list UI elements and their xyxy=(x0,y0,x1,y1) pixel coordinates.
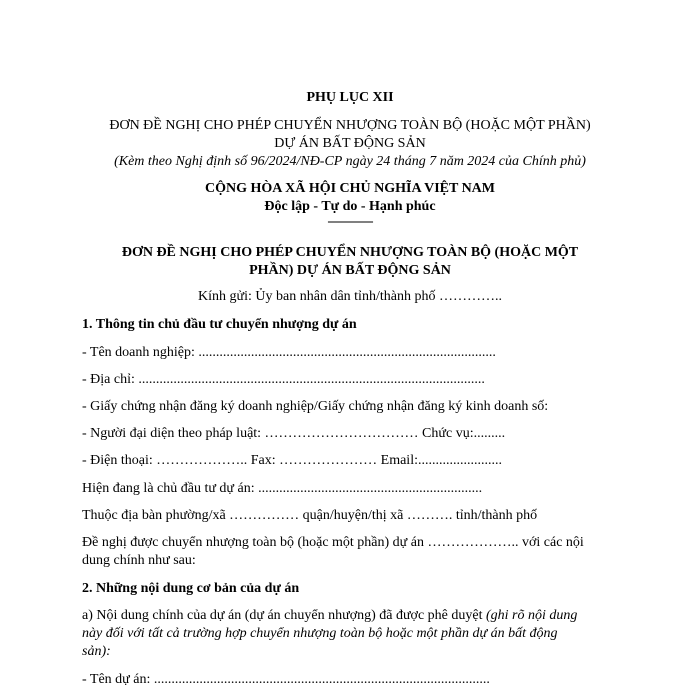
company-name-field: - Tên doanh nghiệp: ..................................................................................... xyxy=(82,345,496,360)
form-title-line-2: DỰ ÁN BẤT ĐỘNG SẢN xyxy=(274,136,426,151)
heading-line-2: PHẦN) DỰ ÁN BẤT ĐỘNG SẢN xyxy=(249,263,451,278)
addressee: Kính gửi: Ủy ban nhân dân tỉnh/thành phố ………….. xyxy=(198,289,502,304)
section-1-title: 1. Thông tin chủ đầu tư chuyển nhượng dự án xyxy=(82,317,357,332)
contact-field: - Điện thoại: ……………….. Fax: ………………… Email:........................ xyxy=(82,453,502,468)
form-title-line-1: ĐƠN ĐỀ NGHỊ CHO PHÉP CHUYỂN NHƯỢNG TOÀN BỘ (HOẶC MỘT PHẦN) xyxy=(109,118,591,133)
item-a-line-2: này đối với tất cả trường hợp chuyển nhượng toàn bộ hoặc một phần dự án bất động xyxy=(82,626,558,641)
item-a-line-3: sản): xyxy=(82,644,111,659)
heading-line-1: ĐƠN ĐỀ NGHỊ CHO PHÉP CHUYỂN NHƯỢNG TOÀN BỘ (HOẶC MỘT xyxy=(121,245,579,260)
decree-note: (Kèm theo Nghị định số 96/2024/NĐ-CP ngày 24 tháng 7 năm 2024 của Chính phủ) xyxy=(114,154,586,169)
section-2-title: 2. Những nội dung cơ bản của dự án xyxy=(82,581,300,596)
appendix-label: PHỤ LỤC XII xyxy=(306,90,394,105)
location-field: Thuộc địa bàn phường/xã …………… quận/huyện/thị xã ………. tỉnh/thành phố xyxy=(82,508,538,523)
national-name: CỘNG HÒA XÃ HỘI CHỦ NGHĨA VIỆT NAM xyxy=(204,181,495,196)
current-investor-field: Hiện đang là chủ đầu tư dự án: ................................................................ xyxy=(82,481,483,496)
item-a-text: a) Nội dung chính của dự án (dự án chuyển nhượng) đã được phê duyệt xyxy=(82,608,486,623)
request-line-2: dung chính như sau: xyxy=(82,553,196,568)
registration-field: - Giấy chứng nhận đăng ký doanh nghiệp/Giấy chứng nhận đăng ký kinh doanh số: xyxy=(82,399,549,414)
item-a-note: (ghi rõ nội dung xyxy=(486,608,578,623)
motto: Độc lập - Tự do - Hạnh phúc xyxy=(264,199,436,214)
address-field: - Địa chỉ: ................................................................................................... xyxy=(82,372,485,387)
motto-rule: --------------- xyxy=(327,214,373,228)
request-line-1: Đề nghị được chuyển nhượng toàn bộ (hoặc một phần) dự án ……………….. với các nội xyxy=(82,535,584,550)
representative-field: - Người đại diện theo pháp luật: …………………………… Chức vụ:......... xyxy=(82,426,506,441)
item-a-line-1 xyxy=(82,607,577,625)
project-name-field: - Tên dự án: ................................................................................................ xyxy=(82,672,490,687)
